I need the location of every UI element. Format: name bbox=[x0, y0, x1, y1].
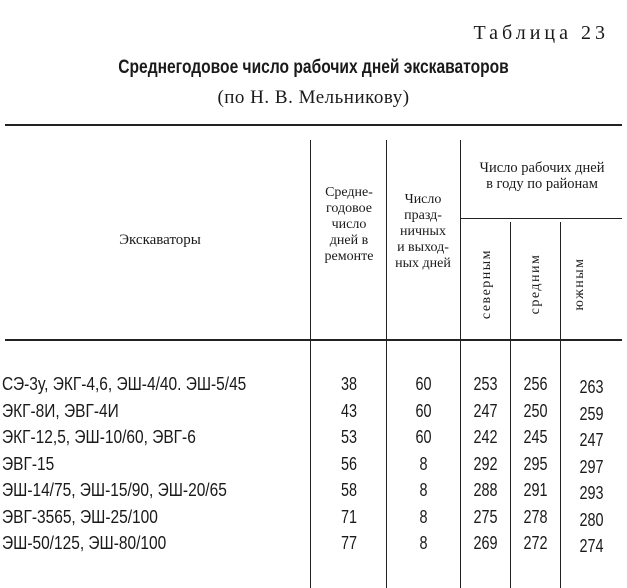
row-excavator-name: СЭ-3у, ЭКГ-4,6, ЭШ-4/40. ЭШ-5/45 bbox=[2, 374, 247, 394]
cell-holidays: 8 bbox=[419, 533, 428, 553]
column-divider bbox=[310, 140, 311, 588]
cell-middle: 295 bbox=[523, 453, 548, 474]
cell-holidays: 60 bbox=[415, 427, 432, 447]
cell-middle: 291 bbox=[523, 480, 548, 500]
table-number: Таблица 23 bbox=[473, 22, 609, 44]
cell-middle: 245 bbox=[523, 427, 548, 447]
header-bottom-rule bbox=[5, 339, 622, 341]
header-holidays-line: празд- bbox=[404, 208, 442, 223]
row-excavator-name: ЭШ-14/75, ЭШ-15/90, ЭШ-20/65 bbox=[2, 480, 227, 500]
row-excavator-name: ЭКГ-12,5, ЭШ-10/60, ЭВГ-6 bbox=[2, 427, 196, 447]
cell-repair: 58 bbox=[340, 480, 358, 500]
header-holidays-line: ных дней bbox=[395, 256, 451, 271]
column-divider bbox=[460, 140, 461, 588]
cell-repair: 53 bbox=[340, 427, 358, 447]
cell-middle: 250 bbox=[523, 400, 548, 421]
cell-north: 253 bbox=[473, 374, 498, 394]
header-repair-line: годовое bbox=[325, 201, 372, 216]
column-divider bbox=[560, 222, 561, 588]
header-excavators: Экскаваторы bbox=[119, 232, 201, 248]
cell-south: 293 bbox=[579, 483, 604, 503]
header-holidays-line: Число bbox=[404, 192, 442, 207]
header-regions bbox=[462, 160, 622, 192]
cell-holidays: 8 bbox=[419, 480, 428, 500]
cell-south: 259 bbox=[579, 403, 604, 424]
cell-repair: 77 bbox=[340, 533, 358, 553]
cell-middle: 256 bbox=[523, 374, 548, 394]
cell-holidays: 60 bbox=[415, 400, 432, 421]
header-regions-line: Число рабочих дней bbox=[479, 160, 605, 176]
cell-south: 263 bbox=[579, 377, 604, 397]
header-holidays bbox=[387, 192, 459, 272]
table-top-rule bbox=[5, 124, 622, 126]
header-holidays-line: и выход- bbox=[397, 240, 449, 255]
table-subtitle: (по Н. В. Мельникову) bbox=[217, 87, 410, 108]
cell-north: 292 bbox=[473, 453, 498, 474]
cell-south: 280 bbox=[579, 509, 604, 530]
cell-middle: 278 bbox=[523, 506, 548, 527]
row-excavator-name: ЭВГ-15 bbox=[2, 453, 55, 474]
header-repair-days bbox=[312, 185, 386, 265]
cell-north: 275 bbox=[473, 506, 498, 527]
cell-repair: 38 bbox=[340, 374, 358, 394]
cell-south: 297 bbox=[579, 456, 604, 477]
cell-south: 274 bbox=[579, 536, 604, 556]
cell-repair: 56 bbox=[340, 453, 358, 474]
header-north: северным bbox=[479, 248, 494, 320]
cell-holidays: 8 bbox=[419, 506, 428, 527]
cell-north: 242 bbox=[473, 427, 498, 447]
header-middle: средним bbox=[528, 253, 543, 315]
row-excavator-name: ЭШ-50/125, ЭШ-80/100 bbox=[2, 533, 167, 553]
row-excavator-name: ЭКГ-8И, ЭВГ-4И bbox=[2, 400, 119, 421]
cell-south: 247 bbox=[579, 430, 604, 450]
header-repair-line: число bbox=[331, 217, 367, 232]
cell-middle: 272 bbox=[523, 533, 548, 553]
header-repair-line: ремонте bbox=[324, 249, 374, 264]
cell-repair: 71 bbox=[340, 506, 358, 527]
cell-north: 247 bbox=[473, 400, 498, 421]
cell-holidays: 60 bbox=[415, 374, 432, 394]
cell-holidays: 8 bbox=[419, 453, 428, 474]
header-repair-line: дней в bbox=[329, 233, 369, 248]
regions-divider bbox=[460, 218, 622, 219]
table-title: Среднегодовое число рабочих дней экскаваторов bbox=[118, 57, 509, 78]
cell-repair: 43 bbox=[340, 400, 358, 421]
cell-north: 269 bbox=[473, 533, 498, 553]
header-holidays-line: ничных bbox=[400, 224, 446, 239]
column-divider bbox=[510, 222, 511, 588]
row-excavator-name: ЭВГ-3565, ЭШ-25/100 bbox=[2, 506, 158, 527]
header-south: южным bbox=[572, 257, 587, 311]
cell-north: 288 bbox=[473, 480, 498, 500]
header-regions-line: в году по районам bbox=[486, 176, 598, 192]
header-repair-line: Средне- bbox=[325, 185, 373, 200]
